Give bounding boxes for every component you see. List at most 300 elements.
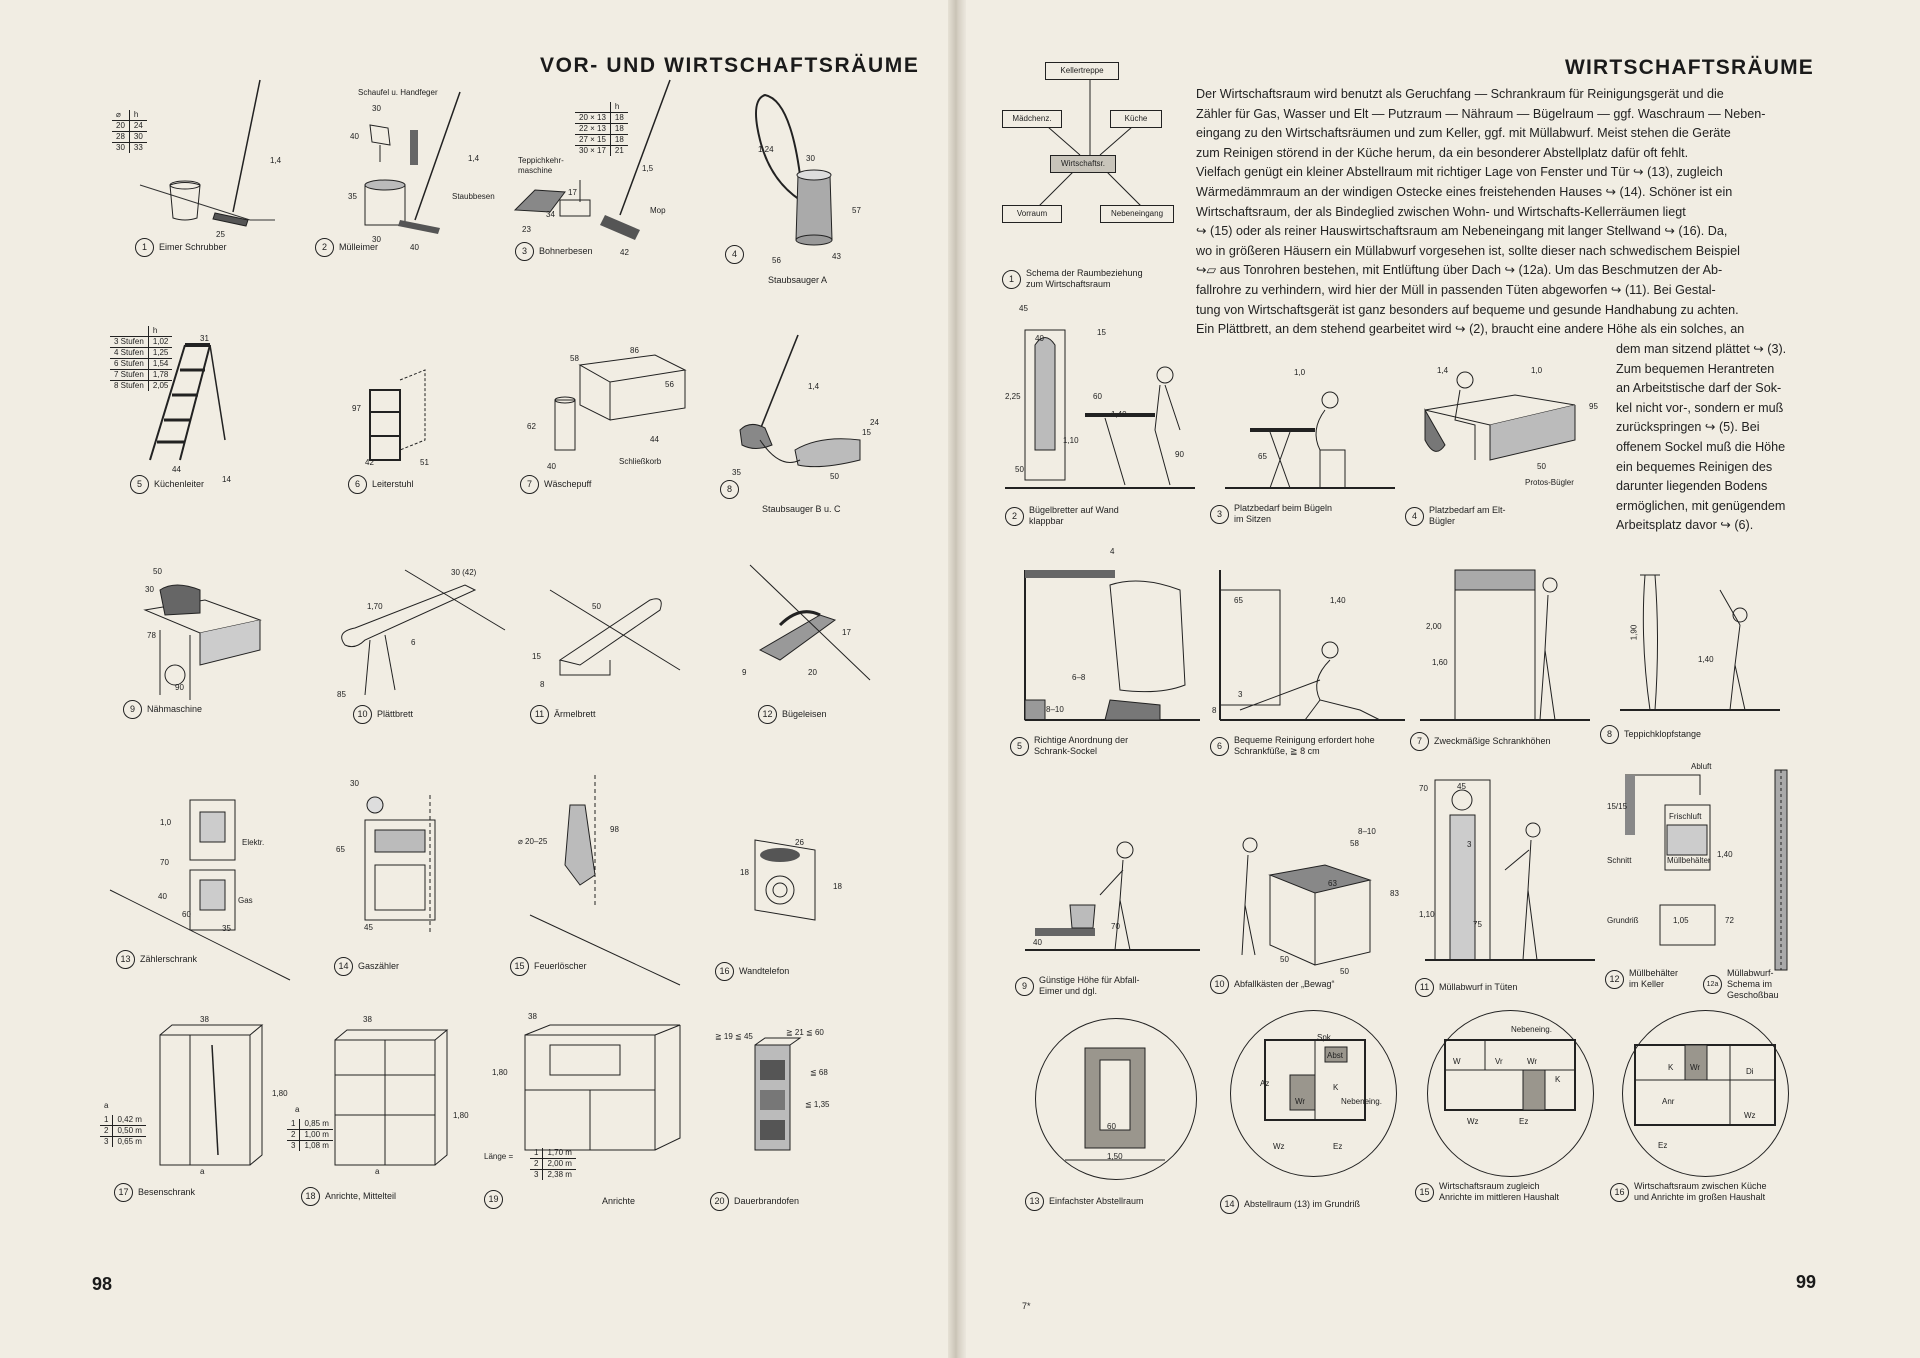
dimension-label: a bbox=[200, 1167, 205, 1176]
anrichte-size-table bbox=[530, 1148, 576, 1180]
dimension-label: 1,0 bbox=[160, 818, 172, 827]
dimension-label: Länge = bbox=[484, 1152, 514, 1161]
figure-number: 3 bbox=[515, 242, 534, 261]
dimension-label: 45 bbox=[1019, 304, 1028, 313]
dimension-label: 1,5 bbox=[642, 164, 654, 173]
dimension-label: 60 bbox=[182, 910, 191, 919]
dimension-label: 1,0 bbox=[1531, 366, 1543, 375]
figure-9-right bbox=[1015, 820, 1200, 1005]
figure-number: 1 bbox=[1002, 270, 1021, 289]
eimer-size-table bbox=[112, 110, 147, 153]
dimension-label: 98 bbox=[610, 825, 619, 834]
text-line: an Arbeitstische darf der Sok- bbox=[1616, 381, 1782, 396]
dimension-label: 58 bbox=[1350, 839, 1359, 848]
figure-number: 20 bbox=[710, 1192, 729, 1211]
dimension-label: 35 bbox=[732, 468, 741, 477]
table-cell: 0,85 m bbox=[300, 1119, 333, 1130]
figure-8-right bbox=[1600, 560, 1780, 760]
table-cell: 1,54 bbox=[148, 359, 172, 370]
text-line: Zähler für Gas, Wasser und Elt — Putzraum — Nähraum — Bügelraum — ggf. Waschraum — Neben- bbox=[1196, 106, 1766, 121]
dimension-label: 31 bbox=[200, 334, 209, 343]
figure-7-right-caption bbox=[1410, 732, 1551, 751]
figure-caption-text: Bequeme Reinigung erfordert hohe Schrankfüße, ≧ 8 cm bbox=[1234, 735, 1375, 756]
dimension-label: 8–10 bbox=[1046, 705, 1064, 714]
figure-15-right bbox=[1415, 1005, 1605, 1225]
schema-box-kellertreppe: Kellertreppe bbox=[1045, 62, 1119, 80]
table-cell: 18 bbox=[610, 124, 627, 135]
figure-number: 5 bbox=[1010, 737, 1029, 756]
table-cell: 3 bbox=[530, 1170, 543, 1181]
table-cell: 33 bbox=[129, 143, 146, 154]
table-cell: 2,00 m bbox=[543, 1159, 576, 1170]
dimension-label: ≦ 1,35 bbox=[805, 1100, 830, 1109]
figure-1-caption bbox=[135, 238, 227, 257]
figure-caption-text: Mülleimer bbox=[339, 242, 379, 252]
figure-9 bbox=[115, 555, 285, 725]
dimension-label: Frischluft bbox=[1669, 812, 1702, 821]
text-line: Wirtschaftsraum, der als Bindeglied zwischen Wohn- und Wirtschafts-Kellerräumen liegt bbox=[1196, 204, 1686, 219]
page-number-right: 99 bbox=[1796, 1272, 1817, 1292]
figure-11-right-caption bbox=[1415, 978, 1517, 997]
dimension-label: 90 bbox=[175, 683, 184, 692]
dimension-label: 83 bbox=[1390, 889, 1399, 898]
figure-19 bbox=[480, 1010, 690, 1215]
text-line: eingang zu den Wirtschaftsräumen und zum Keller, ggf. mit Müllabwurf. Meist stehen die Geräte bbox=[1196, 126, 1731, 141]
figure-16-right bbox=[1610, 1005, 1800, 1225]
dimension-label: 15 bbox=[532, 652, 541, 661]
text-line: ermöglichen, mit genügendem bbox=[1616, 498, 1786, 513]
dimension-label: Teppichkehr- bbox=[518, 156, 564, 165]
figure-16-caption bbox=[715, 962, 789, 981]
figure-2-right bbox=[1005, 300, 1195, 535]
dimension-label: 1,80 bbox=[453, 1111, 469, 1120]
dimension-label: 45 bbox=[1457, 782, 1466, 791]
figure-1-schema bbox=[1000, 60, 1180, 300]
dimension-label: 70 bbox=[1111, 922, 1120, 931]
dimension-label: 57 bbox=[852, 206, 861, 215]
figure-5-right-caption bbox=[1010, 735, 1134, 757]
figure-number: 1 bbox=[135, 238, 154, 257]
dimension-label: 1,60 bbox=[1432, 658, 1448, 667]
figure-number: 4 bbox=[725, 245, 744, 264]
dimension-label: 26 bbox=[795, 838, 804, 847]
figure-3-caption bbox=[515, 242, 593, 261]
figure-number: 12a bbox=[1703, 975, 1722, 994]
figure-11-caption bbox=[530, 705, 596, 724]
dimension-label: K bbox=[1555, 1075, 1561, 1084]
figure-10-caption bbox=[353, 705, 413, 724]
table-cell: 1,78 bbox=[148, 370, 172, 381]
figure-5-caption bbox=[130, 475, 204, 494]
dimension-label: 65 bbox=[1234, 596, 1243, 605]
figure-caption-text: Küchenleiter bbox=[154, 479, 205, 489]
figure-number: 7 bbox=[520, 475, 539, 494]
figure-caption-text: Müllabwurf-Schema im Geschoßbau bbox=[1727, 968, 1779, 1000]
figure-12a-caption bbox=[1703, 968, 1787, 1001]
dimension-label: 2,00 bbox=[1426, 622, 1442, 631]
dimension-label: 1,40 bbox=[1111, 410, 1127, 419]
dimension-label: Staubbesen bbox=[452, 192, 495, 201]
figure-number: 13 bbox=[1025, 1192, 1044, 1211]
dimension-label: 30 bbox=[806, 154, 815, 163]
figure-caption-text: Anrichte, Mittelteil bbox=[325, 1191, 397, 1201]
dimension-label: a bbox=[375, 1167, 380, 1176]
figure-caption-text: Feuerlöscher bbox=[534, 961, 587, 971]
grundriss-14-drawing bbox=[1215, 1005, 1410, 1185]
figure-number: 10 bbox=[1210, 975, 1229, 994]
figure-number: 8 bbox=[1600, 725, 1619, 744]
dimension-label: 6–8 bbox=[1072, 673, 1086, 682]
figure-16 bbox=[715, 820, 875, 985]
figure-9-caption bbox=[123, 700, 202, 719]
figure-19-caption: Anrichte bbox=[602, 1196, 636, 1206]
table-cell: 3 bbox=[100, 1137, 113, 1148]
dimension-label: 18 bbox=[740, 868, 749, 877]
table-cell: 1 bbox=[104, 1115, 109, 1124]
figure-10-right bbox=[1210, 815, 1410, 1005]
figure-16-right-caption bbox=[1610, 1181, 1774, 1203]
besenschrank-drawing bbox=[100, 1015, 290, 1210]
dimension-label: 1,4 bbox=[468, 154, 480, 163]
dimension-label: 50 bbox=[1340, 967, 1349, 976]
dimension-label: 56 bbox=[665, 380, 674, 389]
table-cell: 7 Stufen bbox=[110, 370, 148, 381]
figure-12-caption bbox=[758, 705, 827, 724]
figure-caption-text: Einfachster Abstellraum bbox=[1049, 1196, 1144, 1206]
dimension-label: 65 bbox=[1258, 452, 1267, 461]
schema-box-vorraum: Vorraum bbox=[1002, 205, 1062, 223]
table-cell: 24 bbox=[129, 121, 146, 132]
dimension-label: Nebeneing. bbox=[1341, 1097, 1382, 1106]
dimension-label: 44 bbox=[650, 435, 659, 444]
abstellraum-plan-drawing bbox=[1025, 1010, 1205, 1190]
dimension-label: a bbox=[295, 1105, 300, 1114]
table-cell: 2 bbox=[100, 1126, 113, 1137]
dimension-label: 44 bbox=[172, 465, 181, 474]
dimension-label: 1,90 bbox=[1629, 624, 1639, 641]
dimension-label: Schaufel u. Handfeger bbox=[358, 88, 438, 97]
figure-caption-text: Schema der Raumbeziehung zum Wirtschaftsraum bbox=[1026, 268, 1143, 289]
table-cell: 2 bbox=[287, 1130, 300, 1141]
schema-box-kueche: Küche bbox=[1110, 110, 1162, 128]
table-cell: 30 bbox=[129, 132, 146, 143]
figure-12-right-caption bbox=[1605, 968, 1679, 990]
dimension-label: 78 bbox=[147, 631, 156, 640]
dimension-label: 50 bbox=[830, 472, 839, 481]
dimension-label: Grundriß bbox=[1607, 916, 1639, 925]
figure-14-caption bbox=[334, 957, 399, 976]
dimension-label: 30 bbox=[372, 235, 381, 244]
dimension-label: K bbox=[1333, 1083, 1339, 1092]
page-title-left: VOR- UND WIRTSCHAFTSRÄUME bbox=[540, 54, 920, 77]
table-cell: 0,65 m bbox=[113, 1137, 146, 1148]
figure-4: 1,24 30 57 56 43 4 Staubsauger A bbox=[720, 80, 890, 290]
dimension-label: 35 bbox=[222, 924, 231, 933]
table-cell: 0,42 m bbox=[113, 1115, 146, 1126]
figure-caption-text: Bügelbretter auf Wand klappbar bbox=[1029, 505, 1119, 526]
table-cell: ⌀ bbox=[116, 110, 121, 119]
dimension-label: Gas bbox=[238, 896, 253, 905]
dimension-label: 40 bbox=[410, 243, 419, 252]
table-cell: h bbox=[610, 102, 627, 113]
figure-8-caption bbox=[720, 480, 744, 499]
dimension-label: Schließkorb bbox=[619, 457, 662, 466]
dimension-label: Schnitt bbox=[1607, 856, 1632, 865]
figure-6-right-caption bbox=[1210, 735, 1384, 757]
figure-number: 16 bbox=[1610, 1183, 1629, 1202]
table-cell: 18 bbox=[610, 135, 627, 146]
dimension-label: Ez bbox=[1658, 1141, 1668, 1150]
dimension-label: 75 bbox=[1473, 920, 1482, 929]
figure-caption-text: Wandtelefon bbox=[739, 966, 790, 976]
table-cell: 1,08 m bbox=[300, 1141, 333, 1152]
dimension-label: 63 bbox=[1328, 879, 1337, 888]
dimension-label: Ez bbox=[1519, 1117, 1529, 1126]
dimension-label: 70 bbox=[1419, 784, 1428, 793]
dimension-label: 40 bbox=[547, 462, 556, 471]
figure-caption-text: Plättbrett bbox=[377, 709, 414, 719]
figure-number: 9 bbox=[123, 700, 142, 719]
figure-4-right bbox=[1405, 350, 1605, 535]
table-cell: 1 bbox=[534, 1148, 539, 1157]
figure-number: 9 bbox=[1015, 977, 1034, 996]
dimension-label: 1,40 bbox=[1717, 850, 1733, 859]
dimension-label: 50 bbox=[153, 567, 162, 576]
dimension-label: 15 bbox=[1097, 328, 1106, 337]
text-line: ein bequemes Reinigen des bbox=[1616, 459, 1773, 474]
figure-7-right bbox=[1410, 560, 1590, 765]
figure-13-right-caption bbox=[1025, 1192, 1144, 1211]
dimension-label: ⌀ 20–25 bbox=[518, 837, 548, 846]
figure-6 bbox=[340, 330, 470, 500]
figure-number: 15 bbox=[1415, 1183, 1434, 1202]
table-cell: 18 bbox=[610, 113, 627, 124]
dimension-label: Wr bbox=[1690, 1063, 1701, 1072]
figure-number: 8 bbox=[720, 480, 739, 499]
figure-14-right-caption bbox=[1220, 1195, 1360, 1214]
figure-13 bbox=[110, 780, 300, 980]
dimension-label: 1,4 bbox=[1437, 366, 1449, 375]
dimension-label: 56 bbox=[772, 256, 781, 265]
figure-18-caption bbox=[301, 1187, 396, 1206]
dimension-label: 40 bbox=[1033, 938, 1042, 947]
schrank-sockel-drawing bbox=[1010, 545, 1200, 765]
table-cell: 2 bbox=[530, 1159, 543, 1170]
figure-11-right bbox=[1415, 770, 1595, 1005]
table-cell: h bbox=[148, 326, 172, 337]
figure-4-caption bbox=[725, 245, 749, 264]
figure-5 bbox=[100, 310, 300, 500]
table-cell: 4 Stufen bbox=[110, 348, 148, 359]
text-line: ↪▱ aus Tonrohren bestehen, mit Entlüftung über Dach ↪ (12a). Um das Beschmutzen der Ab- bbox=[1196, 263, 1723, 278]
dimension-label: 97 bbox=[352, 404, 361, 413]
text-line: Zum bequemen Herantreten bbox=[1616, 361, 1775, 376]
table-cell: 8 Stufen bbox=[110, 381, 148, 392]
figure-caption-text: Müllbehälter im Keller bbox=[1629, 968, 1679, 989]
dimension-label: 1,70 bbox=[367, 602, 383, 611]
figure-6-caption bbox=[348, 475, 414, 494]
figure-6-right bbox=[1210, 560, 1405, 765]
figure-5-right bbox=[1010, 545, 1200, 765]
dimension-label: 30 bbox=[372, 104, 381, 113]
dimension-label: 42 bbox=[620, 248, 629, 257]
figure-number: 13 bbox=[116, 950, 135, 969]
figure-number: 2 bbox=[315, 238, 334, 257]
dimension-label: Elektr. bbox=[242, 838, 265, 847]
figure-number: 3 bbox=[1210, 505, 1229, 524]
dimension-label: ≧ 21 ≦ 60 bbox=[786, 1028, 824, 1037]
figure-9-right-caption bbox=[1015, 975, 1159, 997]
figure-number: 19 bbox=[484, 1190, 503, 1209]
bohnerbesen-size-table bbox=[575, 102, 628, 156]
figure-2 bbox=[310, 80, 500, 270]
grundriss-16-drawing bbox=[1610, 1005, 1800, 1185]
figure-caption-text: Teppichklopfstange bbox=[1624, 729, 1702, 739]
figure-caption-text: Besenschrank bbox=[138, 1187, 196, 1197]
dimension-label: 1,05 bbox=[1673, 916, 1689, 925]
table-cell: 1,70 m bbox=[543, 1148, 576, 1159]
figure-19-caption-number bbox=[484, 1190, 508, 1209]
dimension-label: 17 bbox=[568, 188, 577, 197]
figure-18 bbox=[291, 1015, 485, 1210]
dimension-label: 1,80 bbox=[492, 1068, 508, 1077]
dimension-label: 60 bbox=[1093, 392, 1102, 401]
dimension-label: 1,4 bbox=[270, 156, 282, 165]
figure-caption-text: Richtige Anordnung der Schrank-Sockel bbox=[1034, 735, 1129, 756]
figure-number: 4 bbox=[1405, 507, 1424, 526]
dimension-label: 86 bbox=[630, 346, 639, 355]
figure-caption-text: Abstellraum (13) im Grundriß bbox=[1244, 1199, 1361, 1209]
dimension-label: Ez bbox=[1333, 1142, 1343, 1151]
text-line: tung von Wirtschaftsgerät ist ganz besonders auf bequeme und gesunde Handhabung zu achten. bbox=[1196, 302, 1739, 317]
dimension-label: 8 bbox=[540, 680, 545, 689]
text-line: Vielfach genügt ein kleiner Abstellraum mit richtiger Lage von Fenster und Tür ↪ (13), zugleich bbox=[1196, 165, 1723, 180]
figure-1-schema-caption bbox=[1002, 268, 1161, 290]
figure-15-caption bbox=[510, 957, 587, 976]
figure-number: 14 bbox=[1220, 1195, 1239, 1214]
feuerloescher-drawing bbox=[510, 775, 680, 985]
text-line: dem man sitzend plättet ↪ (3). bbox=[1616, 342, 1787, 356]
figure-8-right-caption bbox=[1600, 725, 1701, 744]
figure-2-right-caption bbox=[1005, 505, 1149, 527]
figure-number: 18 bbox=[301, 1187, 320, 1206]
figure-number: 2 bbox=[1005, 507, 1024, 526]
figure-caption-text: Platzbedarf am Elt-Bügler bbox=[1429, 505, 1506, 526]
grundriss-15-drawing bbox=[1415, 1005, 1605, 1185]
table-cell: 3 bbox=[287, 1141, 300, 1152]
figure-caption-text: Abfallkästen der „Bewag“ bbox=[1234, 979, 1335, 989]
table-cell: 2,05 bbox=[148, 381, 172, 392]
table-cell bbox=[110, 326, 148, 337]
text-line: kel nicht vor-, sondern er muß bbox=[1616, 400, 1784, 415]
dimension-label: 17 bbox=[842, 628, 851, 637]
dimension-label: Wz bbox=[1467, 1117, 1479, 1126]
dimension-label: 2,25 bbox=[1005, 392, 1021, 401]
figure-number: 10 bbox=[353, 705, 372, 724]
dimension-label: K bbox=[1668, 1063, 1674, 1072]
dimension-label: 38 bbox=[528, 1012, 537, 1021]
figure-number: 11 bbox=[1415, 978, 1434, 997]
table-cell: h bbox=[129, 110, 146, 121]
figure-caption-text: Zweckmäßige Schrankhöhen bbox=[1434, 736, 1551, 746]
dimension-label: 42 bbox=[365, 458, 374, 467]
text-line: Der Wirtschaftsraum wird benutzt als Geruchfang — Schrankraum für Reinigungsgerät und die bbox=[1196, 87, 1724, 101]
schema-box-maedchenzimmer: Mädchenz. bbox=[1002, 110, 1062, 128]
table-cell: 6 Stufen bbox=[110, 359, 148, 370]
muellabwurf-tueten-drawing bbox=[1415, 770, 1595, 1005]
dimension-label: Abst bbox=[1327, 1051, 1344, 1060]
anrichte-drawing bbox=[480, 1010, 690, 1215]
schema-box-wirtschaftsraum: Wirtschaftsr. bbox=[1050, 155, 1116, 173]
figure-number: 14 bbox=[334, 957, 353, 976]
text-line: fallrohre zu verhindern, wird hier der Müll in passenden Tüten abgeworfen ↪ (11). Bei Gestal- bbox=[1196, 282, 1716, 297]
dimension-label: 40 bbox=[1035, 334, 1044, 343]
figure-1 bbox=[100, 80, 280, 270]
footer-mark: 7* bbox=[1022, 1301, 1031, 1311]
figure-14-right bbox=[1215, 1005, 1410, 1225]
figure-14 bbox=[330, 775, 480, 985]
dimension-label: 34 bbox=[546, 210, 555, 219]
dimension-label: 70 bbox=[160, 858, 169, 867]
dimension-label: Müllbehälter bbox=[1667, 856, 1711, 865]
dimension-label: 14 bbox=[222, 475, 231, 484]
dimension-label: 35 bbox=[348, 192, 357, 201]
dimension-label: Mop bbox=[650, 206, 666, 215]
dimension-label: 60 bbox=[1107, 1122, 1116, 1131]
dimension-label: 40 bbox=[158, 892, 167, 901]
figure-caption-text: Bohnerbesen bbox=[539, 246, 593, 256]
figure-number: 12 bbox=[1605, 970, 1624, 989]
dauerbrandofen-drawing bbox=[710, 1020, 890, 1215]
dimension-label: 72 bbox=[1725, 916, 1734, 925]
figure-3-right-caption bbox=[1210, 503, 1334, 525]
dimension-label: 40 bbox=[350, 132, 359, 141]
dimension-label: 43 bbox=[832, 252, 841, 261]
dimension-label: 1,4 bbox=[808, 382, 820, 391]
figure-3-right bbox=[1210, 350, 1395, 535]
figure-3 bbox=[510, 80, 670, 270]
dimension-label: 62 bbox=[527, 422, 536, 431]
dimension-label: Wz bbox=[1744, 1111, 1756, 1120]
figure-number: 6 bbox=[348, 475, 367, 494]
text-line: Arbeitsplatz davor ↪ (6). bbox=[1616, 518, 1754, 533]
table-cell: 1 bbox=[291, 1119, 296, 1128]
dimension-label: 8–10 bbox=[1358, 827, 1376, 836]
figure-2-caption bbox=[315, 238, 378, 257]
dimension-label: 20 bbox=[808, 668, 817, 677]
dimension-label: 18 bbox=[833, 882, 842, 891]
book-gutter bbox=[948, 0, 966, 1358]
figure-caption-text: Wirtschaftsraum zugleich Anrichte im mittleren Haushalt bbox=[1439, 1181, 1560, 1202]
figure-caption-text: Eimer Schrubber bbox=[159, 242, 227, 252]
text-line: Ein Plättbrett, an dem stehend gearbeitet wird ↪ (2), braucht eine andere Höhe als ein solches, an bbox=[1196, 322, 1745, 337]
dimension-label: 95 bbox=[1589, 402, 1598, 411]
figure-10 bbox=[325, 560, 505, 730]
figure-number: 17 bbox=[114, 1183, 133, 1202]
figure-caption-text: Günstige Höhe für Abfall-Eimer und dgl. bbox=[1039, 975, 1140, 996]
dimension-label: 50 bbox=[592, 602, 601, 611]
dimension-label: 24 bbox=[870, 418, 879, 427]
figure-20-caption bbox=[710, 1192, 799, 1211]
figure-4-right-caption bbox=[1405, 505, 1509, 527]
dimension-label: Spk bbox=[1317, 1033, 1331, 1042]
figure-13-caption bbox=[116, 950, 197, 969]
dimension-label: 30 (42) bbox=[451, 568, 477, 577]
figure-10-right-caption bbox=[1210, 975, 1335, 994]
dimension-label: Az bbox=[1260, 1079, 1270, 1088]
figure-number: 16 bbox=[715, 962, 734, 981]
text-line: offenem Sockel muß die Höhe bbox=[1616, 439, 1786, 454]
